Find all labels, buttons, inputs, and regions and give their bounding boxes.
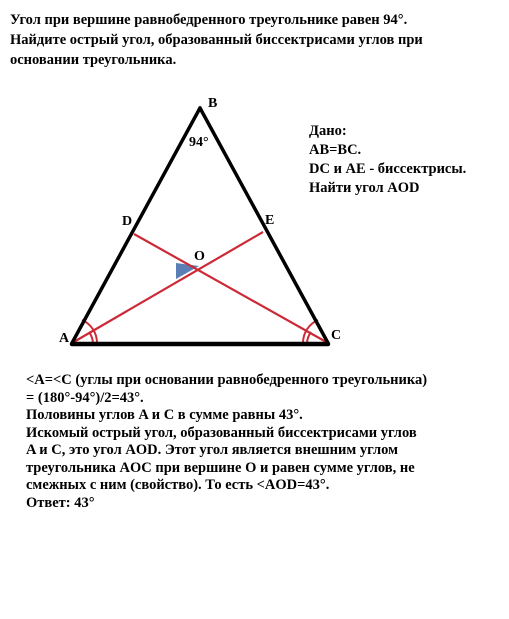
given-line: Дано: bbox=[309, 123, 347, 139]
problem-line: Угол при вершине равнобедренного треугольнике равен 94°. bbox=[10, 12, 408, 28]
solution-line: Половины углов A и C в сумме равны 43°. bbox=[26, 407, 303, 423]
problem-line: Найдите острый угол, образованный биссектрисами углов при bbox=[10, 32, 423, 48]
solution-line: = (180°-94°)/2=43°. bbox=[26, 389, 144, 406]
apex-angle-label: 94° bbox=[189, 135, 209, 150]
solution-line: треугольника AOC при вершине O и равен сумме углов, не bbox=[26, 459, 415, 476]
angle-arc-c1 bbox=[307, 332, 311, 343]
given-line: Найти угол AOD bbox=[309, 180, 420, 196]
angle-arc-a1 bbox=[89, 332, 93, 343]
side-ab bbox=[72, 108, 200, 343]
solution-line: смежных с ним (свойство). То есть <AOD=43°. bbox=[26, 477, 330, 493]
given-block bbox=[309, 122, 466, 198]
vertex-label-c: C bbox=[331, 328, 342, 343]
solution-line: Искомый острый угол, образованный биссектрисами углов bbox=[26, 424, 417, 441]
point-label-e: E bbox=[265, 213, 275, 228]
point-label-d: D bbox=[122, 214, 133, 229]
vertex-label-a: A bbox=[59, 331, 70, 346]
answer-line: Ответ: 43° bbox=[26, 494, 95, 511]
given-line: DC и AE - биссектрисы. bbox=[309, 161, 467, 177]
solution-line: A и C, это угол AOD. Этот угол является внешним углом bbox=[26, 442, 398, 458]
given-line: AB=BC. bbox=[309, 142, 362, 158]
point-label-o: O bbox=[194, 249, 205, 264]
solution-line: <A=<C (углы при основании равнобедренного треугольника) bbox=[26, 372, 428, 388]
problem-line: основании треугольника. bbox=[10, 52, 177, 68]
vertex-label-b: B bbox=[208, 96, 218, 111]
solution-block bbox=[26, 372, 501, 512]
